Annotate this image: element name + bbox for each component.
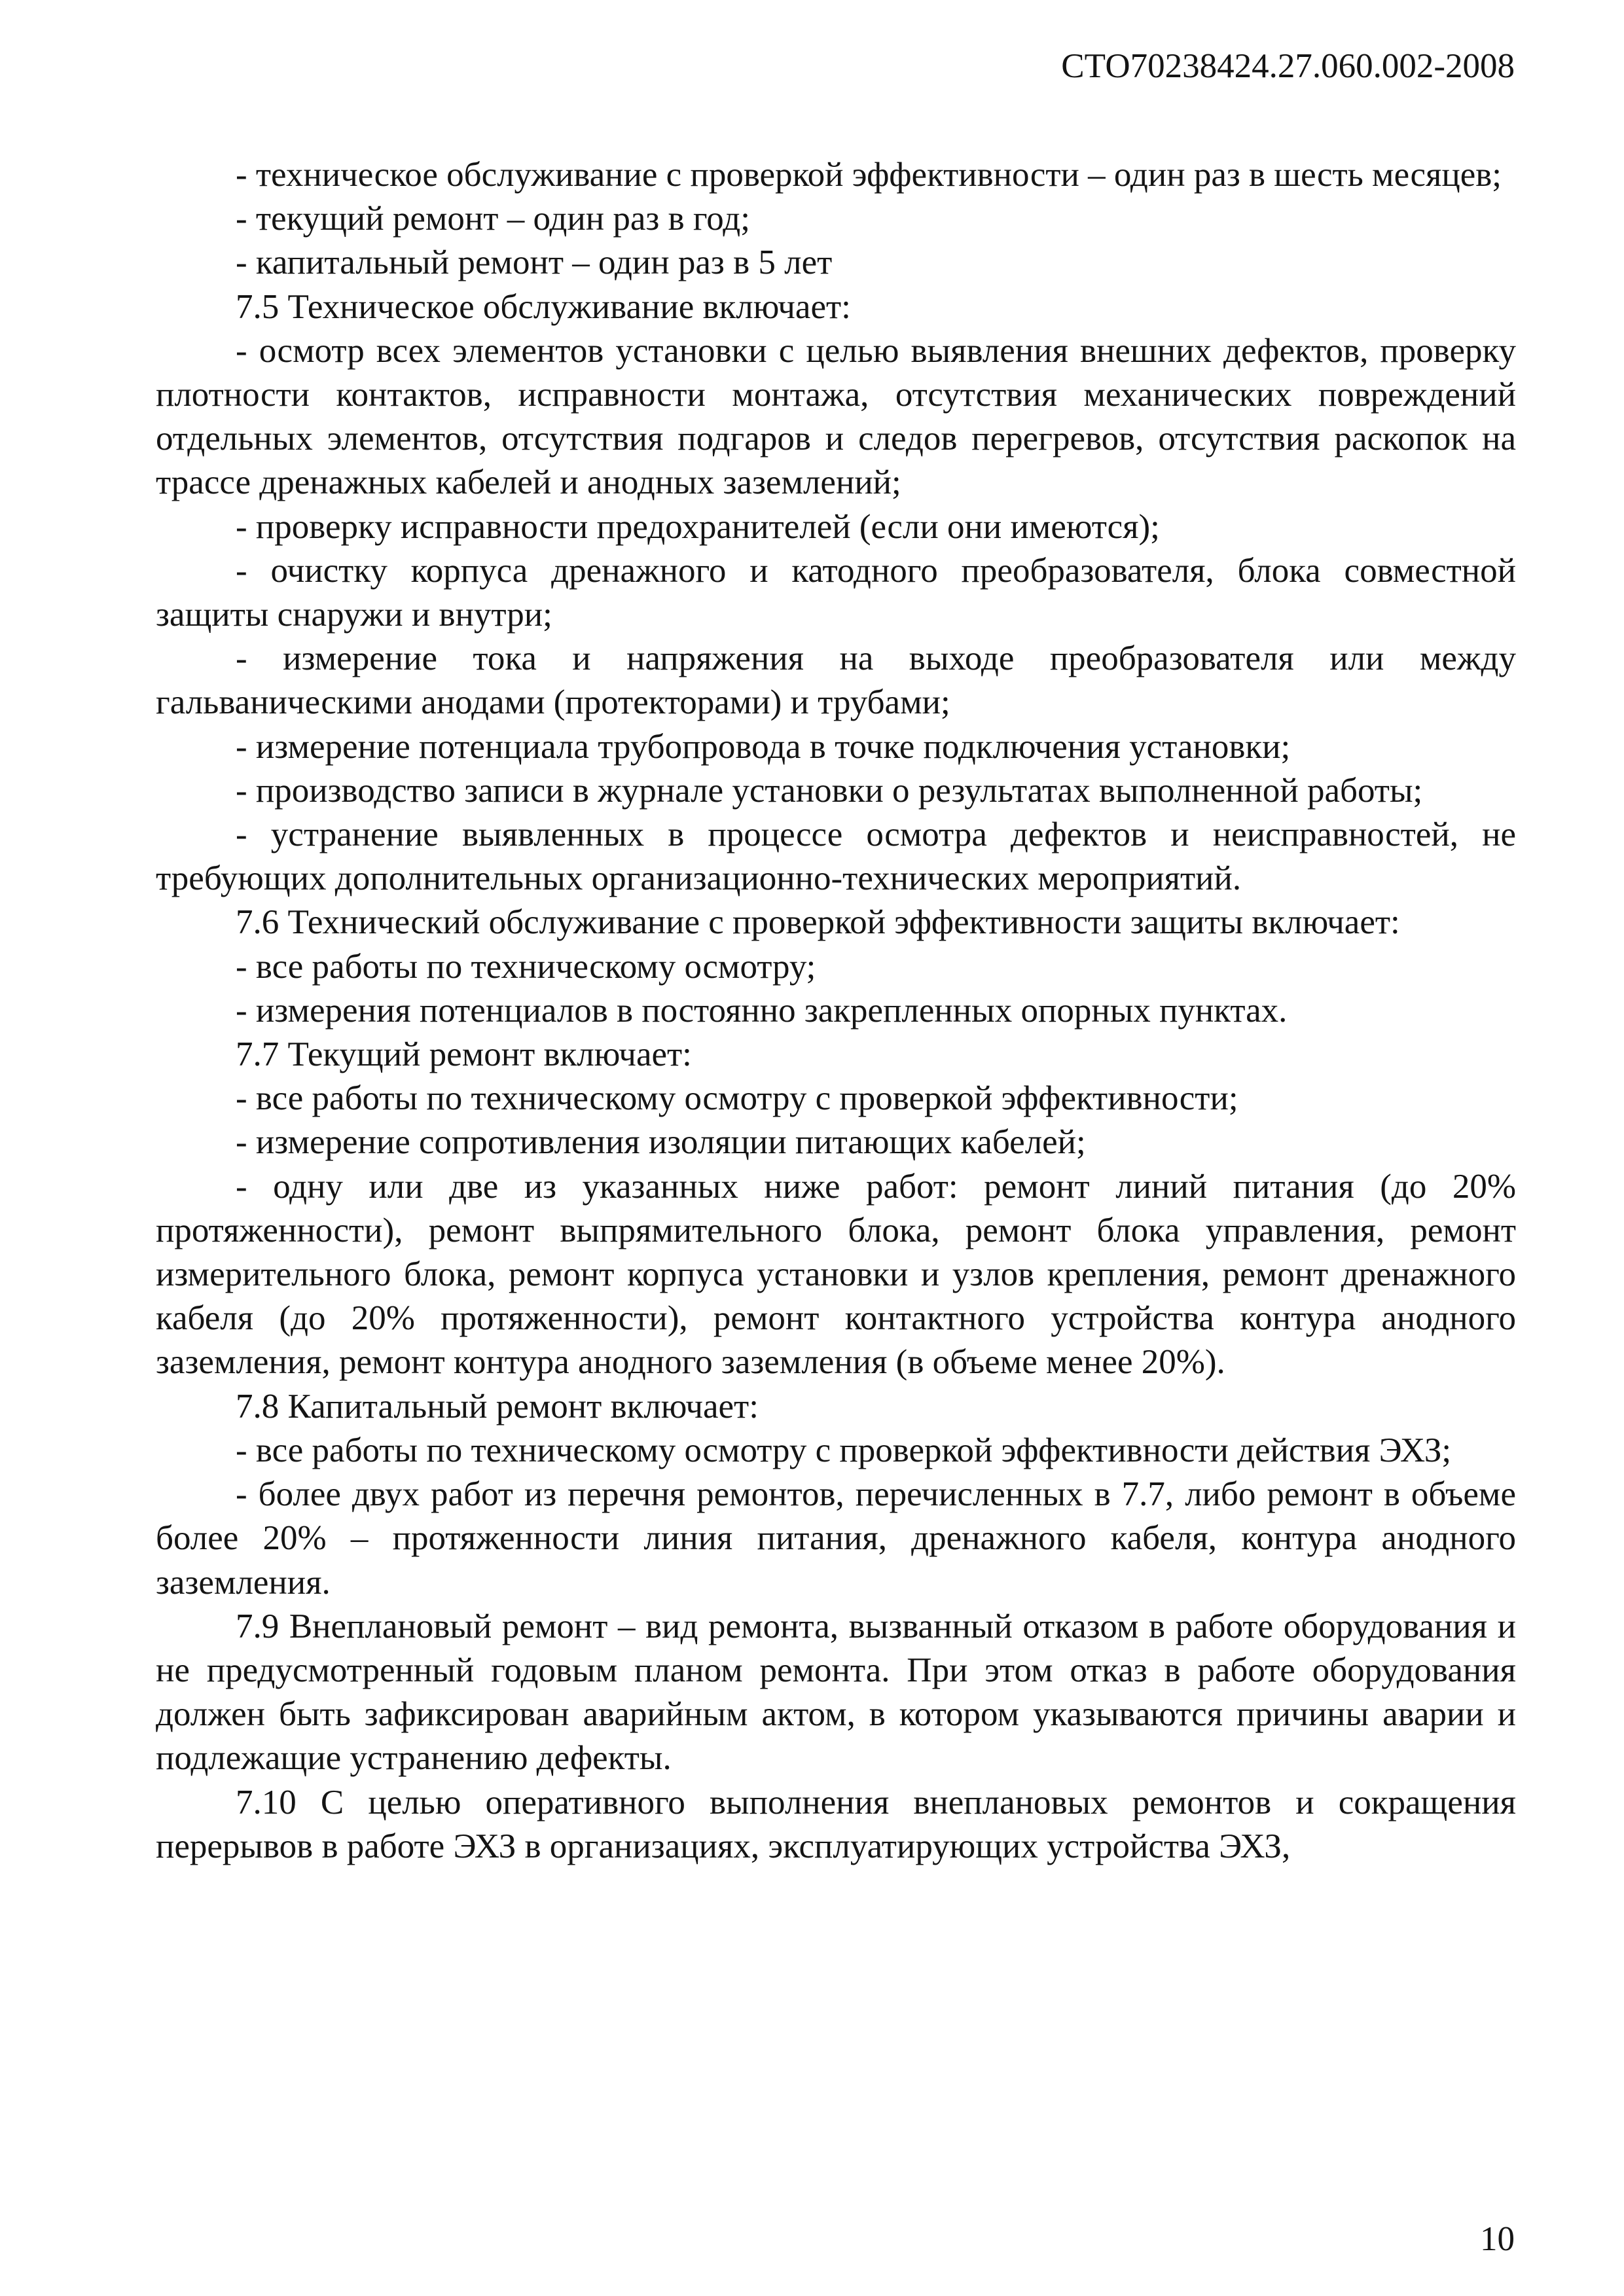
section-7-8-heading: 7.8 Капитальный ремонт включает: [236, 1387, 759, 1426]
section-7-7-heading: 7.7 Текущий ремонт включает: [236, 1035, 692, 1074]
page-body [156, 153, 1516, 1869]
paragraph-current-voltage-measurement: - измерение тока и напряжения на выходе преобразователя или между гальваническими анодами (протекторами) и трубами; [156, 639, 1516, 722]
paragraph-defect-elimination: - устранение выявленных в процессе осмотра дефектов и неисправностей, не требующих дополнительных организационно-технических мероприятий. [156, 816, 1516, 898]
paragraph-capital-repair-interval: - капитальный ремонт – один раз в 5 лет [236, 243, 833, 282]
paragraph-insulation-resistance: - измерение сопротивления изоляции питающих кабелей; [236, 1123, 1086, 1162]
paragraph-more-than-two-repairs: - более двух работ из перечня ремонтов, перечисленных в 7.7, либо ремонт в объеме более 20% – протяженности линия питания, дренажного кабеля, контура анодного заземления. [156, 1475, 1516, 1602]
paragraph-reference-point-measurements: - измерения потенциалов в постоянно закрепленных опорных пунктах. [236, 991, 1288, 1030]
paragraph-log-entry: - производство записи в журнале установки о результатах выполненной работы; [236, 771, 1423, 810]
section-7-6-heading: 7.6 Технический обслуживание с проверкой эффективности защиты включает: [236, 903, 1400, 942]
paragraph-ecp-inspection: - все работы по техническому осмотру с проверкой эффективности действия ЭХЗ; [236, 1431, 1452, 1469]
paragraph-fuse-check: - проверку исправности предохранителей (если они имеются); [236, 507, 1160, 546]
page-number: 10 [1480, 2220, 1515, 2258]
paragraph-potential-measurement: - измерение потенциала трубопровода в точке подключения установки; [236, 727, 1291, 766]
paragraph-inspection-with-efficiency: - все работы по техническому осмотру с проверкой эффективности; [236, 1079, 1238, 1118]
paragraph-inspection: - осмотр всех элементов установки с целью выявления внешних дефектов, проверку плотности контактов, исправности монтажа, отсутствия механических повреждений отдельных элементов, отсутствия подгаров и следов перегревов, отсутствия раскопок на трассе дренажных кабелей и анодных заземлений; [156, 331, 1516, 502]
section-7-10-operative-repair: 7.10 С целью оперативного выполнения внеплановых ремонтов и сокращения перерывов в работе ЭХЗ в организациях, эксплуатирующих устройства ЭХЗ, [156, 1783, 1516, 1865]
section-7-9-unplanned-repair: 7.9 Внеплановый ремонт – вид ремонта, вызванный отказом в работе оборудования и не предусмотренный годовым планом ремонта. При этом отказ в работе оборудования должен быть зафиксирован аварийным актом, в котором указываются причины аварии и подлежащие устранению дефекты. [156, 1607, 1516, 1778]
paragraph-maintenance-interval: - техническое обслуживание с проверкой эффективности – один раз в шесть месяцев; [236, 156, 1502, 194]
section-7-5-heading: 7.5 Техническое обслуживание включает: [236, 287, 851, 326]
paragraph-current-repair-interval: - текущий ремонт – один раз в год; [236, 200, 750, 238]
paragraph-housing-cleaning: - очистку корпуса дренажного и катодного преобразователя, блока совместной защиты снаружи и внутри; [156, 551, 1516, 634]
paragraph-repair-works-list: - одну или две из указанных ниже работ: ремонт линий питания (до 20% протяженности), ремонт выпрямительного блока, ремонт блока управления, ремонт измерительного блока, ремонт корпуса установки и узлов крепления, ремонт дренажного кабеля (до 20% протяженности), ремонт контактного устройства контура анодного заземления, ремонт контура анодного заземления (в объеме менее 20%). [156, 1167, 1516, 1382]
paragraph-all-inspection-works: - все работы по техническому осмотру; [236, 947, 816, 986]
document-code: СТО70238424.27.060.002-2008 [1061, 47, 1515, 85]
